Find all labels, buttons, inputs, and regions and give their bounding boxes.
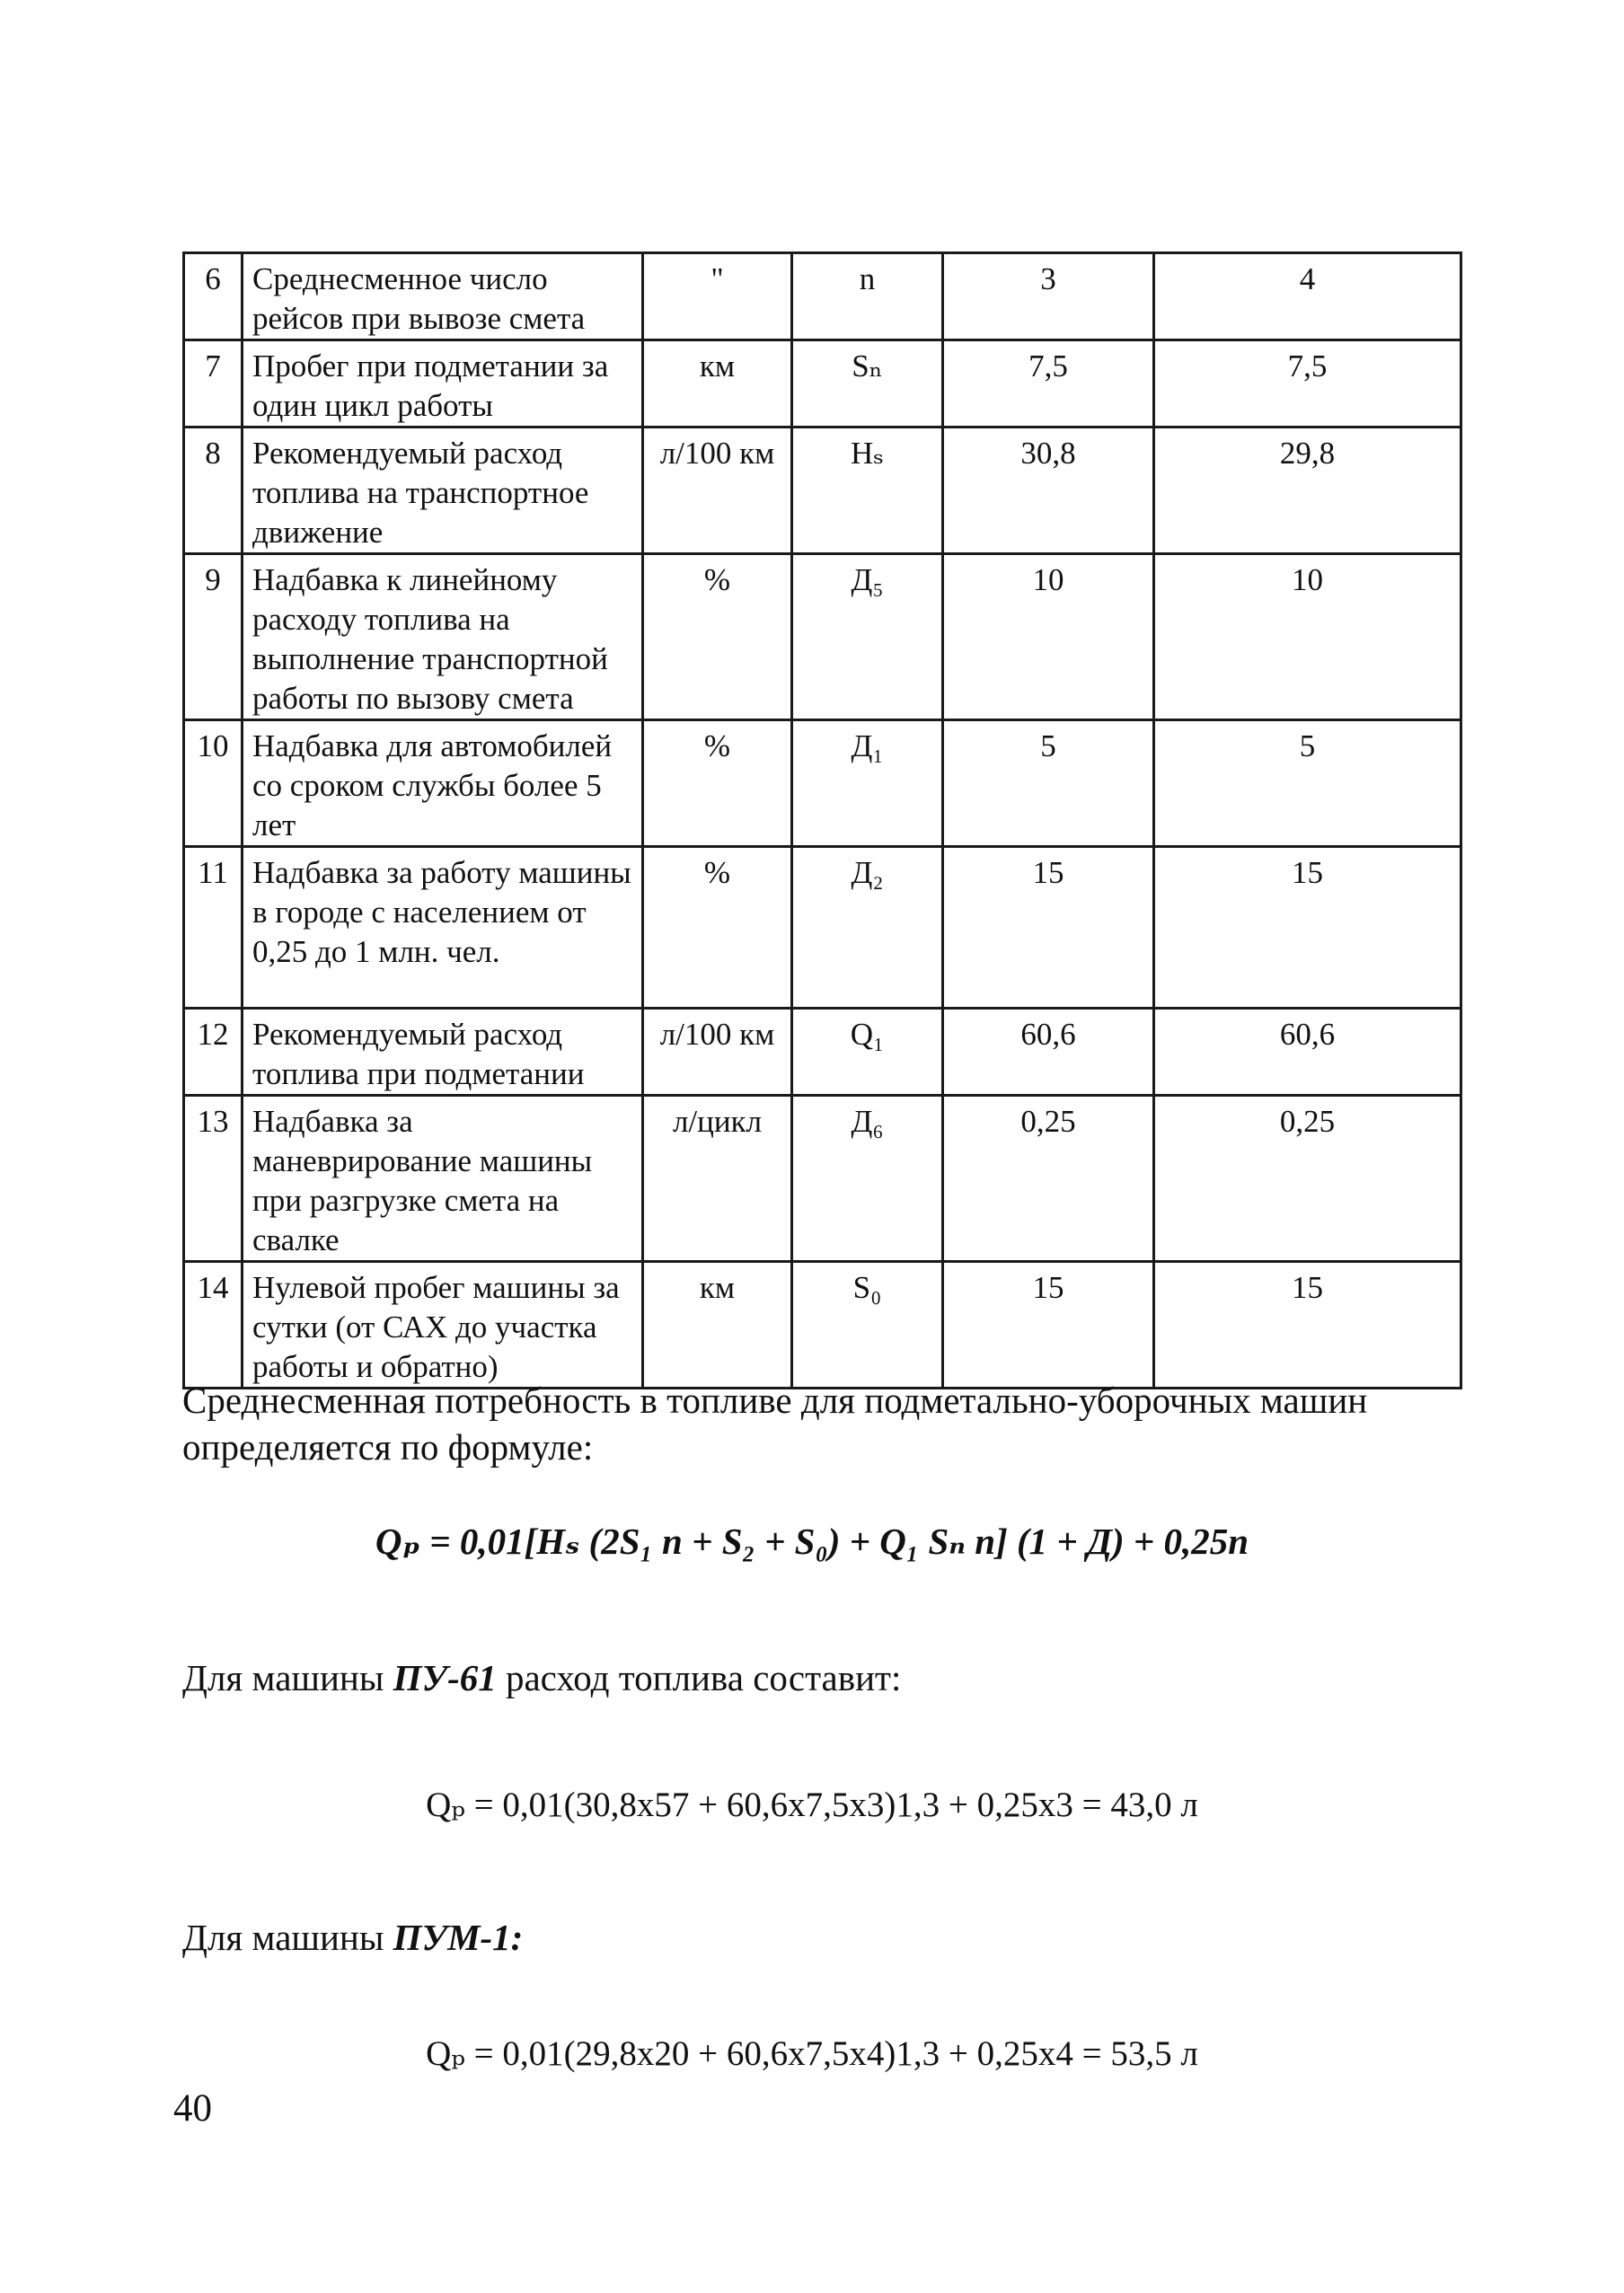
machine-1-name: ПУ-61	[393, 1657, 497, 1698]
parameter-name: Пробег при подметании за один цикл работы	[243, 340, 643, 428]
symbol-cell: S₀	[792, 1262, 943, 1389]
unit-cell: "	[643, 253, 792, 340]
value-pum1: 10	[1154, 554, 1461, 720]
machine-1-suffix: расход топлива составит:	[496, 1657, 902, 1698]
row-number: 6	[184, 253, 243, 340]
unit-cell: л/100 км	[643, 1009, 792, 1096]
unit-cell: л/цикл	[643, 1096, 792, 1262]
value-pu61: 15	[943, 1262, 1154, 1389]
machine-2-prefix: Для машины	[182, 1917, 393, 1958]
row-number: 14	[184, 1262, 243, 1389]
table-row	[184, 1096, 1461, 1262]
parameter-name: Надбавка за работу машины в городе с населением от 0,25 до 1 млн. чел.	[243, 847, 643, 1009]
parameter-name: Нулевой пробег машины за сутки (от САХ до участка работы и обратно)	[243, 1262, 643, 1389]
parameter-name: Надбавка к линейному расходу топлива на выполнение транспортной работы по вызову смета	[243, 554, 643, 720]
machine-1-sentence	[182, 1654, 1458, 1701]
symbol-cell: Hₛ	[792, 428, 943, 554]
row-number: 8	[184, 428, 243, 554]
table-row	[184, 554, 1461, 720]
table-row	[184, 253, 1461, 340]
value-pum1: 0,25	[1154, 1096, 1461, 1262]
value-pum1: 29,8	[1154, 428, 1461, 554]
symbol-cell: Д₂	[792, 847, 943, 1009]
row-number: 12	[184, 1009, 243, 1096]
value-pu61: 7,5	[943, 340, 1154, 428]
table-row	[184, 340, 1461, 428]
table-row	[184, 847, 1461, 1009]
value-pu61: 3	[943, 253, 1154, 340]
fuel-formula: Qₚ = 0,01[Hₛ (2S₁ n + S₂ + S₀) + Q₁ Sₙ n] (1 + Д) + 0,25n	[375, 1521, 1249, 1562]
row-number: 9	[184, 554, 243, 720]
value-pu61: 60,6	[943, 1009, 1154, 1096]
unit-cell: %	[643, 720, 792, 847]
row-number: 11	[184, 847, 243, 1009]
row-number: 13	[184, 1096, 243, 1262]
table-row	[184, 1262, 1461, 1389]
symbol-cell: Д₅	[792, 554, 943, 720]
value-pu61: 10	[943, 554, 1154, 720]
symbol-cell: Д₁	[792, 720, 943, 847]
value-pum1: 60,6	[1154, 1009, 1461, 1096]
parameter-name: Рекомендуемый расход топлива на транспортное движение	[243, 428, 643, 554]
symbol-cell: Sₙ	[792, 340, 943, 428]
value-pum1: 15	[1154, 847, 1461, 1009]
value-pu61: 0,25	[943, 1096, 1154, 1262]
parameter-name: Среднесменное число рейсов при вывозе смета	[243, 253, 643, 340]
row-number: 7	[184, 340, 243, 428]
parameter-name: Надбавка за маневрирование машины при разгрузке смета на свалке	[243, 1096, 643, 1262]
value-pum1: 15	[1154, 1262, 1461, 1389]
table-row	[184, 720, 1461, 847]
table-row	[184, 428, 1461, 554]
machine-2-name: ПУМ-1:	[393, 1917, 524, 1958]
symbol-cell: n	[792, 253, 943, 340]
unit-cell: %	[643, 847, 792, 1009]
unit-cell: км	[643, 1262, 792, 1389]
unit-cell: км	[643, 340, 792, 428]
value-pu61: 15	[943, 847, 1154, 1009]
value-pum1: 5	[1154, 720, 1461, 847]
calculation-pu61: Qₚ = 0,01(30,8x57 + 60,6x7,5x3)1,3 + 0,25x3 = 43,0 л	[426, 1786, 1198, 1824]
parameters-table	[182, 251, 1462, 1389]
machine-2-sentence	[182, 1914, 1458, 1961]
symbol-cell: Q₁	[792, 1009, 943, 1096]
page-number: 40	[173, 2087, 212, 2130]
row-number: 10	[184, 720, 243, 847]
parameter-name: Рекомендуемый расход топлива при подметании	[243, 1009, 643, 1096]
value-pu61: 30,8	[943, 428, 1154, 554]
parameter-name: Надбавка для автомобилей со сроком службы более 5 лет	[243, 720, 643, 847]
value-pum1: 7,5	[1154, 340, 1461, 428]
machine-1-prefix: Для машины	[182, 1657, 393, 1698]
unit-cell: л/100 км	[643, 428, 792, 554]
value-pu61: 5	[943, 720, 1154, 847]
table-row	[184, 1009, 1461, 1096]
calculation-pum1: Qₚ = 0,01(29,8x20 + 60,6x7,5x4)1,3 + 0,25x4 = 53,5 л	[426, 2034, 1198, 2073]
symbol-cell: Д₆	[792, 1096, 943, 1262]
unit-cell: %	[643, 554, 792, 720]
intro-paragraph: Среднесменная потребность в топливе для подметально-уборочных машин определяется по формуле:	[182, 1380, 1368, 1468]
value-pum1: 4	[1154, 253, 1461, 340]
